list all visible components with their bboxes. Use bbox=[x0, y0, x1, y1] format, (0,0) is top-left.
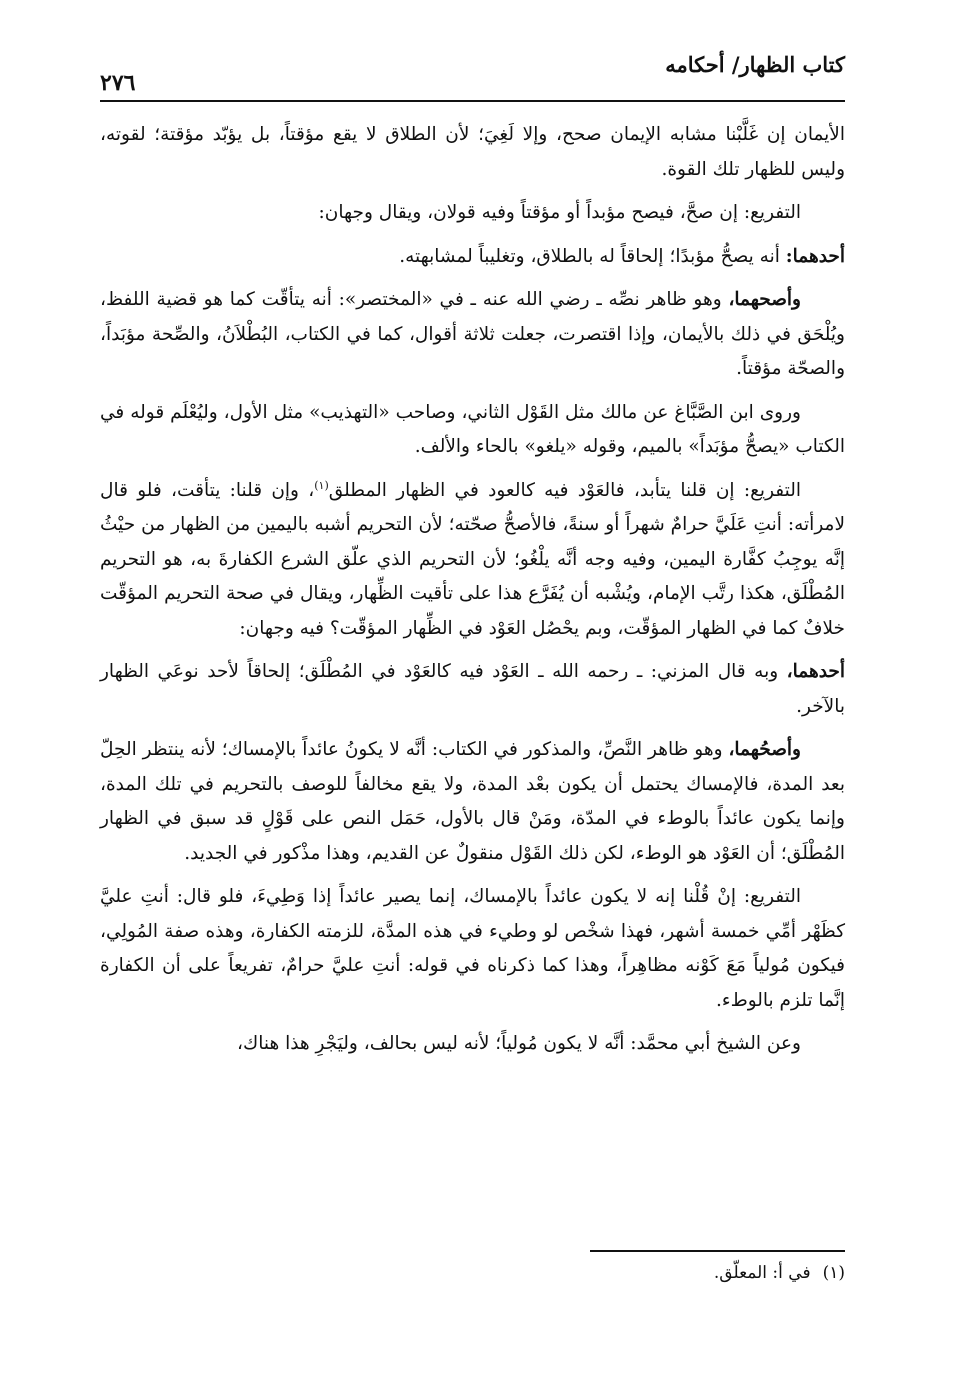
footnote-marker: (١) bbox=[822, 1263, 845, 1283]
paragraph-text: وروى ابن الصَّبَّاغ عن مالك مثل القَوْل الثاني، وصاحب «التهذيب» مثل الأول، وليُعْلَم قوله في الكتاب «يصحُّ مؤبَداً» بالميم، وقوله «يلغو» بالحاء والألف. bbox=[100, 401, 845, 457]
paragraph-text: وهو ظاهر نصِّه ـ رضي الله عنه ـ في «المختصر»: أنه يتأقّت كما هو قضية اللفظ، ويُلْحَق في ذلك بالأيمان، وإذا اقتصرت، جعلت ثلاثة أقوال، كما في الكتاب، البُطْلاَنُ، والصِّحة مؤبَداً، والصحّة مؤقتاً. bbox=[100, 289, 845, 379]
paragraph-lead: أحدهما: bbox=[785, 245, 845, 267]
paragraph-lead: وأصحهما، bbox=[728, 289, 801, 310]
paragraph-4 bbox=[100, 283, 845, 387]
paragraph-5 bbox=[100, 396, 845, 465]
paragraph-text: وهو ظاهر النَّصِّ، والمذكور في الكتاب: أنَّه لا يكونُ عائداً بالإمساك؛ لأنه ينتظر الحِلّ بعد المدة، فالإمساك يحتمل أن يكون بعْد المدة، ولا يقع مخالفاً للوصف بالتحريم في تلك المدة، وإنما يكون عائداً بالوطء في المدّة، ومَنْ قال بالأول، حَمَل النص على قَوْلٍ قد سبق في الظهار المُطْلَق؛ أن العَوْد هو الوطء، لكن ذلك القَوْل منقولٌ عن القديم، وهذا مذْكور في الجديد. bbox=[100, 739, 845, 864]
page-header bbox=[100, 52, 845, 96]
paragraph-text-continued: ، وإن قلنا: يتأقت، فلو قال لامرأته: أنتِ عَلَيَّ حرامٌ شهراً أو سنةً، فالأصحُّ صحّته؛ لأن التحريم أشبه باليمين من الظهار من حيْثُ إنَّه يوجِبُ كفَّارة اليمين، وفيه وجه أنَّه يلْغُو؛ لأن التحريم الذي علّق الشرع الكفارةَ به، هو التحريم المُطْلَق، هكذا رتَّب الإمام، ويُشْبه أن يُفَرَّع هذا على تأقيت الظِّهار، ويقال في صحة التحريم المؤقّت خلافٌ كما في الظهار المؤقّت، وبم يحْصُل العَوْد في الظِّهار المؤقّت؟ فيه وجهان: bbox=[100, 479, 845, 639]
footnote bbox=[714, 1263, 845, 1283]
paragraph-6 bbox=[100, 474, 845, 647]
footnote-text: في أ: المعلّق. bbox=[713, 1263, 811, 1283]
paragraph-text: أنه يصحُّ مؤبدًا؛ إلحاقاً له بالطلاق، وتغليباً لمشابهته. bbox=[399, 245, 786, 267]
footnote-reference[interactable]: (١) bbox=[314, 478, 329, 492]
paragraph-text: وبه قال المزني: ـ رحمه الله ـ العَوْد فيه كالعَوْد في المُطْلَق؛ إلحاقاً لأحد نوعَي الظهار بالآخر. bbox=[100, 661, 845, 717]
paragraph-7 bbox=[100, 655, 845, 724]
footnote-rule bbox=[590, 1250, 845, 1252]
paragraph-2 bbox=[100, 196, 845, 231]
paragraph-text: التفريع: إنْ قُلْنا إنه لا يكون عائداً بالإمساك، إنما يصير عائداً إذا وَطِيءَ، فلو قال: أنتِ عليَّ كظَهْر أمِّي خمسة أشهر، فهذا شخْص لو وطيء في هذه المدَّة، للزمته الكفارة، وهذه صفة المُولِي، فيكون مُولياً مَعَ كَوْنه مظاهِراً، وهذا كما ذكرناه في قوله: أنتِ عليَّ حرامٌ، تفريعاً على أن الكفارة إنَّما تلزم بالوطء. bbox=[100, 886, 845, 1011]
paragraph-3 bbox=[100, 240, 845, 275]
paragraph-10 bbox=[100, 1027, 845, 1062]
paragraph-lead: وأصحُهما، bbox=[728, 739, 801, 760]
running-title: كتاب الظهار/ أحكامه bbox=[665, 52, 845, 77]
paragraph-lead: أحدهما، bbox=[786, 661, 845, 682]
body-text bbox=[100, 118, 845, 1071]
page-number: ٢٧٦ bbox=[100, 70, 136, 96]
paragraph-text: الأيمان إن غَلَّبْنا مشابه الإيمان صحح، وإلا لَغِيَ؛ لأن الطلاق لا يقع مؤقتاً، بل يؤبّد مؤقتة؛ لقوته، وليس للظهار تلك القوة. bbox=[100, 124, 845, 180]
paragraph-1 bbox=[100, 118, 845, 187]
paragraph-text: التفريع: إن قلنا يتأبد، فالعَوْد فيه كالعود في الظهار المطلق bbox=[328, 479, 802, 501]
paragraph-9 bbox=[100, 880, 845, 1018]
paragraph-8 bbox=[100, 733, 845, 871]
paragraph-text: وعن الشيخ أبي محمَّد: أنَّه لا يكون مُولياً؛ لأنه ليس بحالف، وليَجْرِ هذا هناك، bbox=[237, 1033, 801, 1054]
paragraph-text: التفريع: إن صحَّ، فيصح مؤبداً أو مؤقتاً وفيه قولان، ويقال وجهان: bbox=[318, 202, 801, 223]
header-rule bbox=[100, 100, 845, 102]
